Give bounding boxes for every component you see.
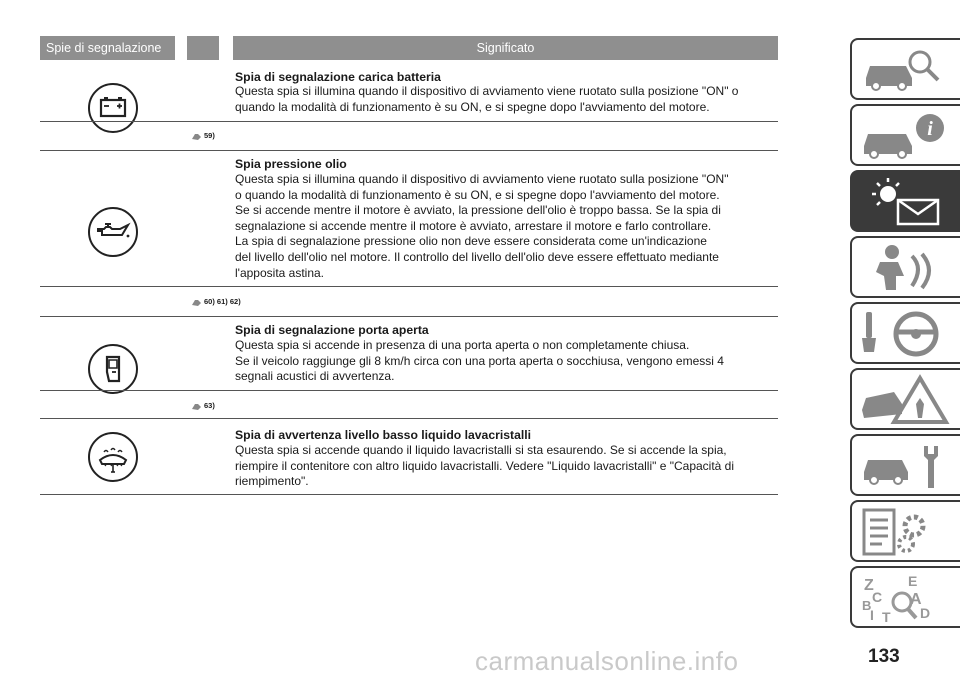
text-line: riempire il contenitore con altro liquido lavacristalli. Vedere "Liquido lavacristalli" e "Capacità di — [235, 458, 735, 473]
header-spacer — [187, 36, 219, 60]
tab-index[interactable] — [850, 566, 960, 628]
tab-safety[interactable] — [850, 236, 960, 298]
row-divider — [40, 390, 778, 391]
oil-can-icon — [88, 207, 138, 257]
svg-text:D: D — [920, 605, 931, 621]
tab-maintenance[interactable] — [850, 434, 960, 496]
tab-car-search[interactable] — [850, 38, 960, 100]
text-line: Se il veicolo raggiunge gli 8 km/h circa con una porta aperta o socchiusa, vengono emessi 4 — [235, 353, 724, 368]
entry-text-battery — [235, 84, 780, 115]
entry-title-battery: Spia di segnalazione carica batteria — [235, 70, 441, 84]
text-line: segnali acustici di avvertenza. — [235, 369, 395, 384]
tab-starting-driving[interactable] — [850, 302, 960, 364]
svg-text:T: T — [882, 609, 891, 624]
warning-refs-text: 59) — [204, 131, 215, 140]
entry-title-door: Spia di segnalazione porta aperta — [235, 323, 429, 337]
text-line: Se si accende mentre il motore è avviato, la pressione dell'olio è troppo bassa. Se la spia di — [235, 203, 721, 218]
text-line: Questa spia si accende in presenza di una porta aperta o non completamente chiusa. — [235, 338, 690, 352]
row-divider — [40, 286, 778, 287]
car-search-icon — [858, 44, 950, 96]
row-divider — [40, 316, 778, 317]
tab-specifications[interactable] — [850, 500, 960, 562]
car-service-wrench-icon — [858, 440, 950, 492]
person-airbag-icon — [858, 242, 950, 294]
text-line: La spia di segnalazione pressione olio non deve essere considerata come un'indicazione — [235, 234, 707, 249]
entry-title-washer: Spia di avvertenza livello basso liquido lavacristalli — [235, 428, 531, 442]
text-line: riempimento". — [235, 474, 309, 489]
warning-refs-text: 60) 61) 62) — [204, 297, 241, 306]
row-divider — [40, 494, 778, 495]
car-crash-warning-icon — [858, 374, 950, 426]
warning-hand-icon — [191, 298, 202, 307]
warning-hand-icon — [191, 132, 202, 141]
alphabetical-index-icon — [858, 572, 950, 624]
warning-refs-battery — [191, 131, 215, 141]
svg-text:I: I — [870, 607, 874, 623]
svg-text:C: C — [872, 589, 883, 605]
specifications-gears-icon — [858, 506, 950, 558]
key-steering-wheel-icon — [858, 308, 950, 360]
header-meaning: Significato — [233, 36, 778, 60]
entry-text-door — [235, 338, 780, 385]
text-line: Questa spia si accende quando il liquido lavacristalli si sta esaurendo. Se si accende la spia, — [235, 443, 727, 457]
battery-icon — [88, 83, 138, 133]
warning-refs-oil — [191, 297, 241, 307]
entry-text-washer — [235, 443, 780, 490]
row-divider — [40, 418, 778, 419]
tab-emergency[interactable] — [850, 368, 960, 430]
warning-refs-door — [191, 401, 215, 411]
car-info-icon — [858, 110, 950, 162]
watermark: carmanualsonline.info — [475, 646, 739, 676]
text-line: quando la modalità di funzionamento è su ON, e si spegne dopo l'avviamento del motore. — [235, 99, 710, 114]
tab-warning-lights[interactable] — [850, 170, 960, 232]
text-line: del livello dell'olio nel motore. Il controllo del livello dell'olio deve essere effettuato mediante — [235, 249, 719, 264]
row-divider — [40, 150, 778, 151]
text-line: Questa spia si illumina quando il dispositivo di avviamento viene ruotato sulla posizione "ON" o — [235, 84, 739, 98]
text-line: o quando la modalità di funzionamento è su ON, e si spegne dopo l'avviamento del motore. — [235, 187, 720, 202]
row-divider — [40, 121, 778, 122]
warning-light-message-icon — [858, 176, 950, 228]
page-number: 133 — [868, 646, 900, 667]
svg-text:A: A — [910, 591, 922, 608]
header-warning-lights: Spie di segnalazione — [40, 36, 175, 60]
svg-text:Z: Z — [864, 577, 874, 594]
text-line: Questa spia si illumina quando il dispositivo di avviamento viene ruotato sulla posizione "ON" — [235, 172, 729, 186]
entry-text-oil — [235, 172, 780, 281]
warning-refs-text: 63) — [204, 401, 215, 410]
warning-hand-icon — [191, 402, 202, 411]
svg-text:B: B — [862, 598, 872, 613]
svg-text:E: E — [908, 573, 918, 589]
washer-fluid-icon — [88, 432, 138, 482]
svg-text:i: i — [927, 118, 933, 140]
text-line: segnalazione si accende mentre il motore è avviato, arrestare il motore e farlo controllare. — [235, 218, 712, 233]
entry-title-oil: Spia pressione olio — [235, 157, 347, 171]
tab-car-info[interactable] — [850, 104, 960, 166]
text-line: l'apposita astina. — [235, 265, 325, 280]
door-open-icon — [88, 344, 138, 394]
